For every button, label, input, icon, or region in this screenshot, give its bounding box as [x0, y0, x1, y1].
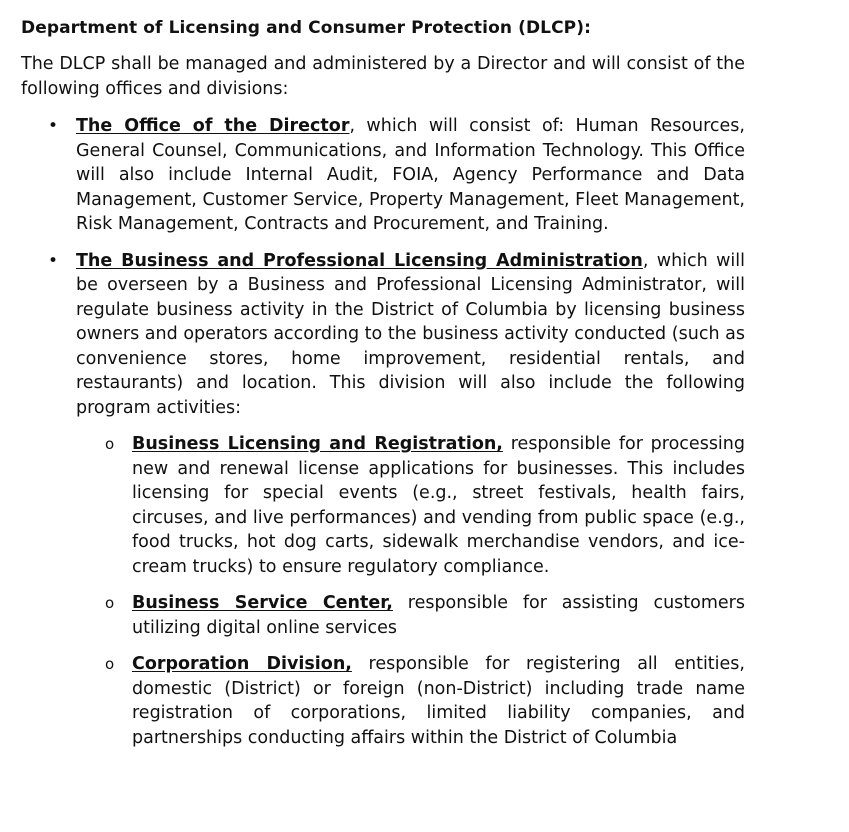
business-licensing-registration-text: responsible for processing new and renewal license applications for businesses. This includes licensing for special events (e.g., street festivals, health fairs, circuses, and live performances) and vending from public space (e.g., food trucks, hot dog carts, sidewalk merchandise vendors, and ice-cream trucks) to ensure regulatory compliance.: [132, 434, 745, 577]
business-service-center-text: responsible for assisting customers utilizing digital online services: [132, 593, 745, 638]
corporation-division-text: responsible for registering all entities, domestic (District) or foreign (non-District) including trade name registration of corporations, limited liability companies, and partnerships conducting affairs within the District of Columbia: [132, 654, 745, 748]
divisions-list: [21, 114, 749, 420]
intro-paragraph: The DLCP shall be managed and administered by a Director and will consist of the following offices and divisions:: [21, 54, 745, 99]
corporation-division-term: Corporation Division,: [132, 654, 352, 674]
business-service-center-term: Business Service Center,: [132, 593, 393, 613]
business-licensing-registration-term: Business Licensing and Registration,: [132, 434, 503, 454]
office-of-director-text: , which will consist of: Human Resources, General Counsel, Communications, and Information Technology. This Office will also include Internal Audit, FOIA, Agency Performance and Data Management, Customer Service, Property Management, Fleet Management, Risk Management, Contracts and Procurement, and Training.: [76, 116, 745, 234]
bullet-icon: •: [48, 116, 59, 136]
business-licensing-admin-text: , which will be overseen by a Business and Professional Licensing Administrator, will regulate business activity in the District of Columbia by licensing business owners and operators according to the business activity conducted (such as convenience stores, home improvement, residential rentals, and restaurants) and location. This division will also include the following program activities:: [76, 250, 745, 418]
list-item-office-of-director: [21, 114, 745, 237]
bullet-icon: •: [48, 250, 59, 271]
sub-item-business-licensing-registration: [21, 432, 745, 579]
list-item-business-licensing-admin: [21, 249, 745, 421]
circle-bullet-icon: o: [105, 594, 115, 612]
sub-item-business-service-center: [21, 591, 745, 640]
section-heading: Department of Licensing and Consumer Protection (DLCP):: [21, 18, 591, 38]
circle-bullet-icon: o: [105, 435, 115, 453]
sub-item-corporation-division: [21, 652, 745, 750]
office-of-director-term: The Office of the Director: [76, 116, 350, 136]
circle-bullet-icon: o: [105, 655, 115, 673]
business-licensing-admin-term: The Business and Professional Licensing Administration: [76, 250, 643, 271]
program-activities-list: [21, 432, 749, 750]
